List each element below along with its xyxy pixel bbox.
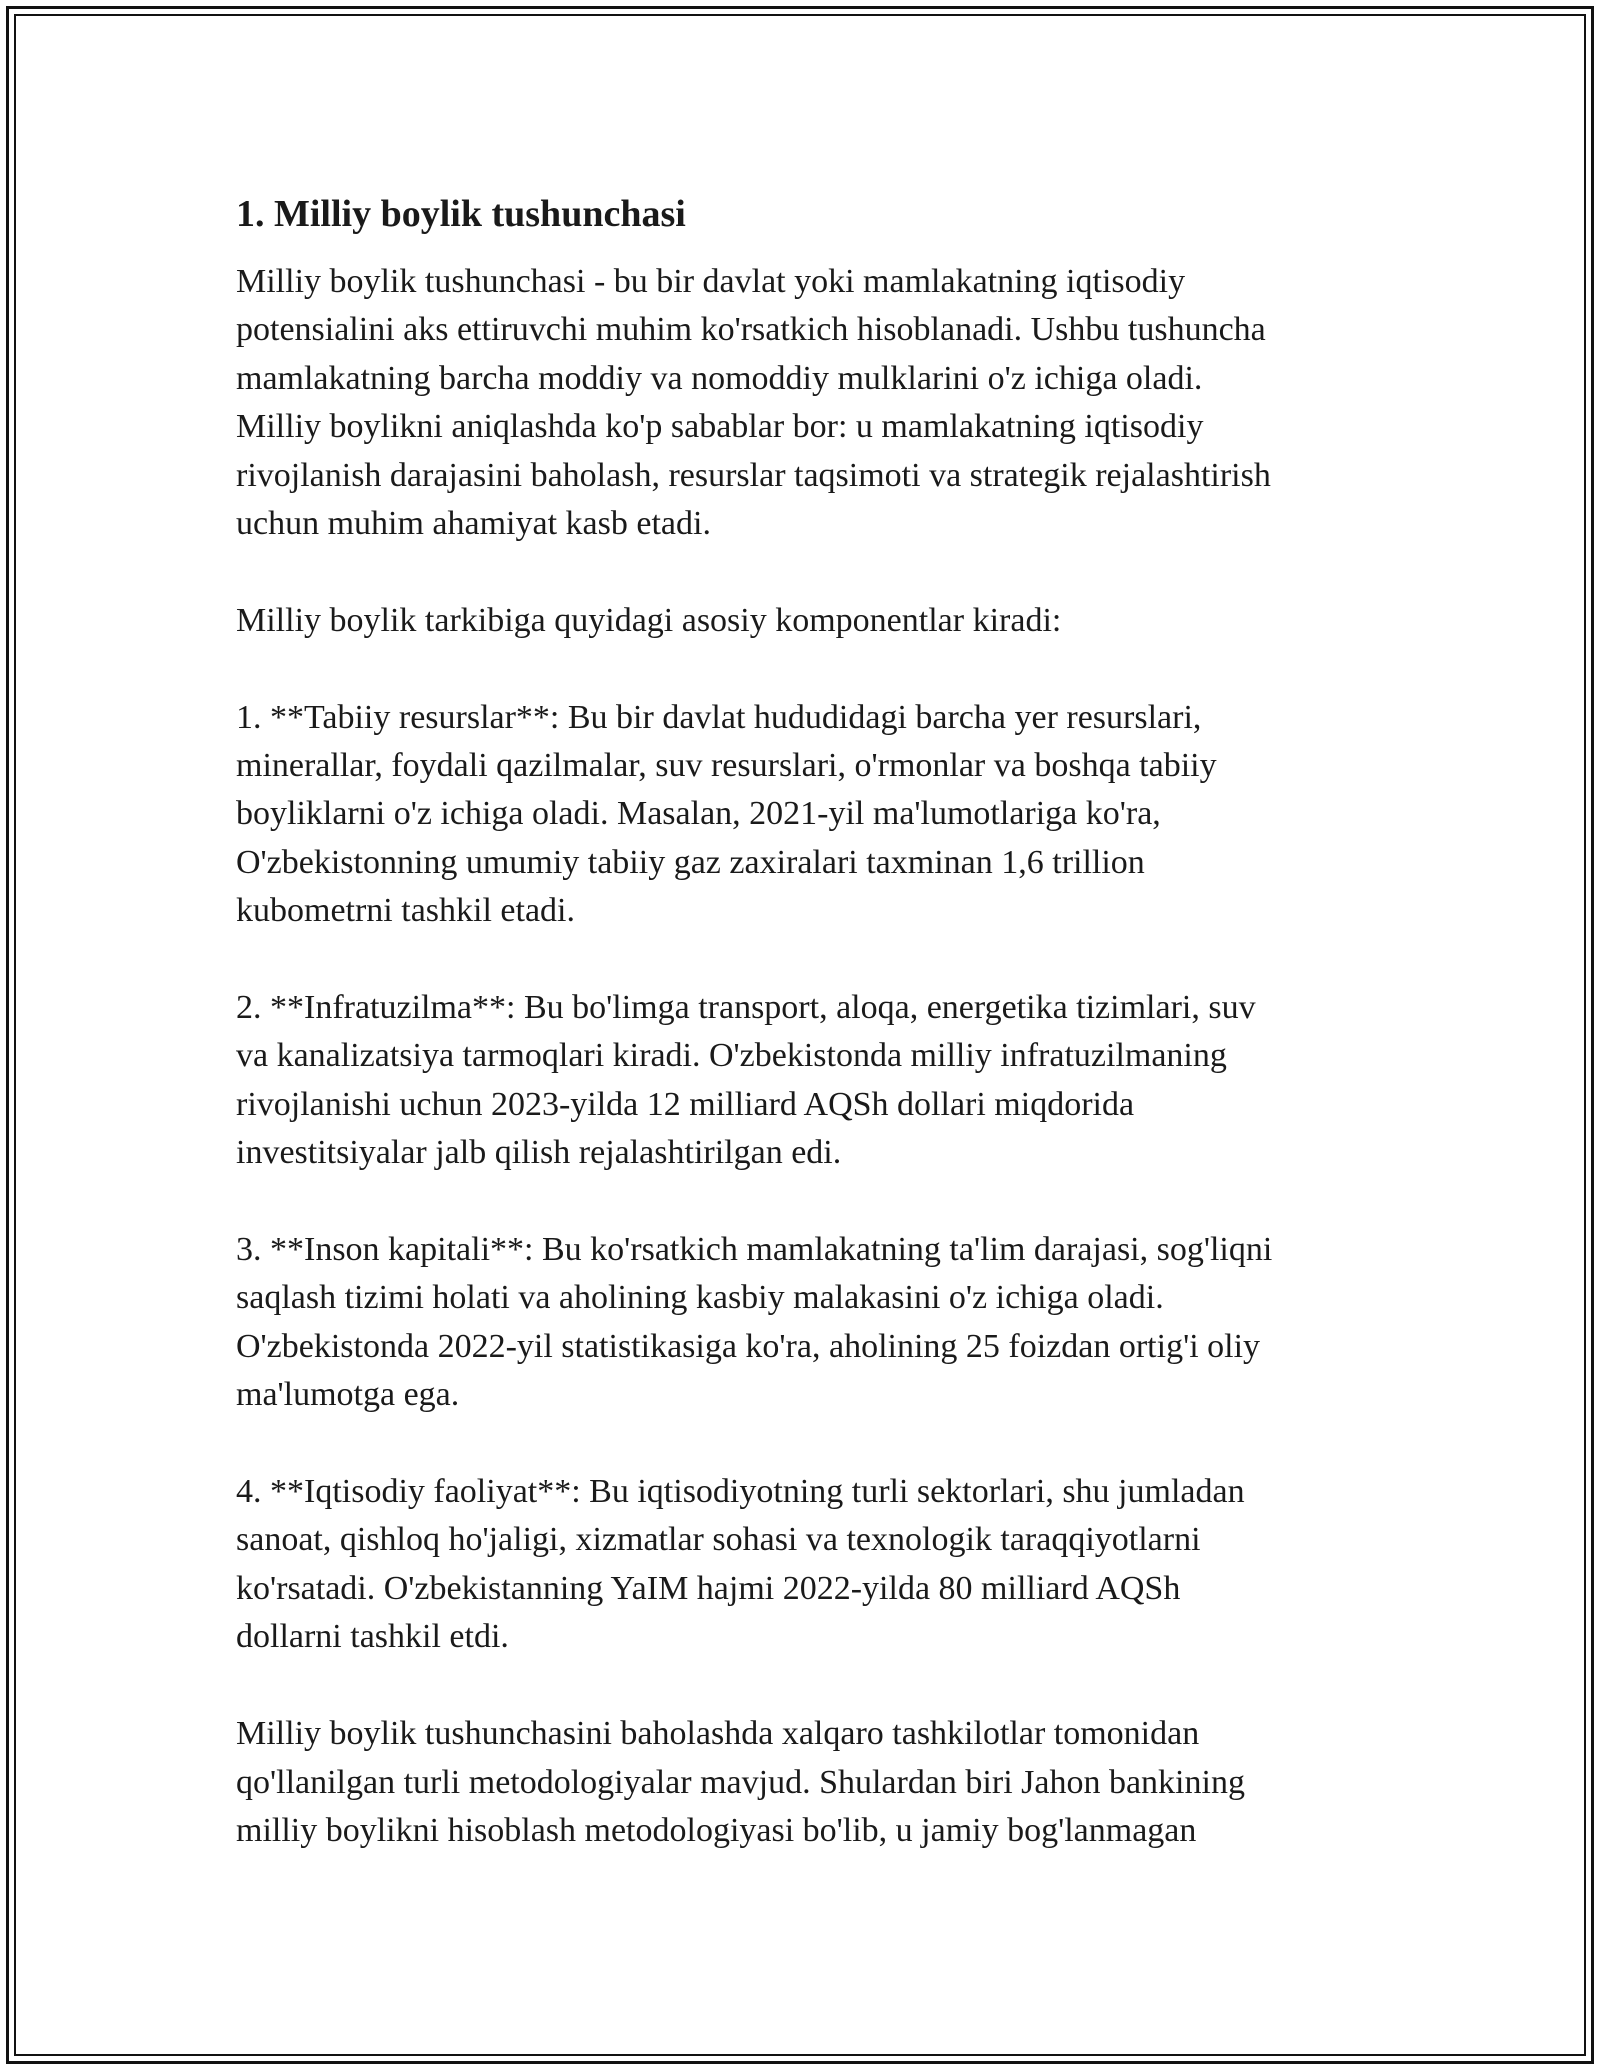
methodology-paragraph: Milliy boylik tushunchasini baholashda xalqaro tashkilotlar tomonidan qo'llanilgan turli metodologiyalar mavjud. Shulardan biri Jahon bankining milliy boylikni hisoblash metodologiyasi bo'lib, u jamiy bog'lanmagan (236, 1715, 1245, 1849)
economic-activity-paragraph: 4. **Iqtisodiy faoliyat**: Bu iqtisodiyotning turli sektorlari, shu jumladan sanoat, qishloq ho'jaligi, xizmatlar sohasi va texnologik taraqqiyotlarni ko'rsatadi. O'zbekistanning YaIM hajmi 2022-yilda 80 milliard AQSh dollarni tashkil etdi. (236, 1473, 1245, 1656)
document-body (236, 188, 1366, 1855)
section-heading: 1. Milliy boylik tushunchasi (236, 193, 686, 235)
components-intro-paragraph: Milliy boylik tarkibiga quyidagi asosiy komponentlar kiradi: (236, 601, 1062, 639)
intro-paragraph: Milliy boylik tushunchasi - bu bir davlat yoki mamlakatning iqtisodiy potensialini aks ettiruvchi muhim ko'rsatkich hisoblanadi. Ushbu tushuncha mamlakatning barcha moddiy va nomoddiy mulklarini o'z ichiga oladi. Milliy boylikni aniqlashda ko'p sabablar bor: u mamlakatning iqtisodiy rivojlanish darajasini baholash, resurslar taqsimoti va strategik rejalashtirish uchun muhim ahamiyat kasb etadi. (236, 263, 1271, 543)
human-capital-paragraph: 3. **Inson kapitali**: Bu ko'rsatkich mamlakatning ta'lim darajasi, sog'liqni saqlash tizimi holati va aholining kasbiy malakasini o'z ichiga oladi. O'zbekistonda 2022-yil statistikasiga ko'ra, aholining 25 foizdan ortig'i oliy ma'lumotga ega. (236, 1231, 1273, 1414)
infrastructure-paragraph: 2. **Infratuzilma**: Bu bo'limga transport, aloqa, energetika tizimlari, suv va kanalizatsiya tarmoqlari kiradi. O'zbekistonda milliy infratuzilmaning rivojlanishi uchun 2023-yilda 12 milliard AQSh dollari miqdorida investitsiyalar jalb qilish rejalashtirilgan edi. (236, 989, 1256, 1172)
natural-resources-paragraph: 1. **Tabiiy resurslar**: Bu bir davlat hududidagi barcha yer resurslari, minerallar, foydali qazilmalar, suv resurslari, o'rmonlar va boshqa tabiiy boyliklarni o'z ichiga oladi. Masalan, 2021-yil ma'lumotlariga ko'ra, O'zbekistonning umumiy tabiiy gaz zaxiralari taxminan 1,6 trillion kubometrni tashkil etadi. (236, 698, 1217, 930)
